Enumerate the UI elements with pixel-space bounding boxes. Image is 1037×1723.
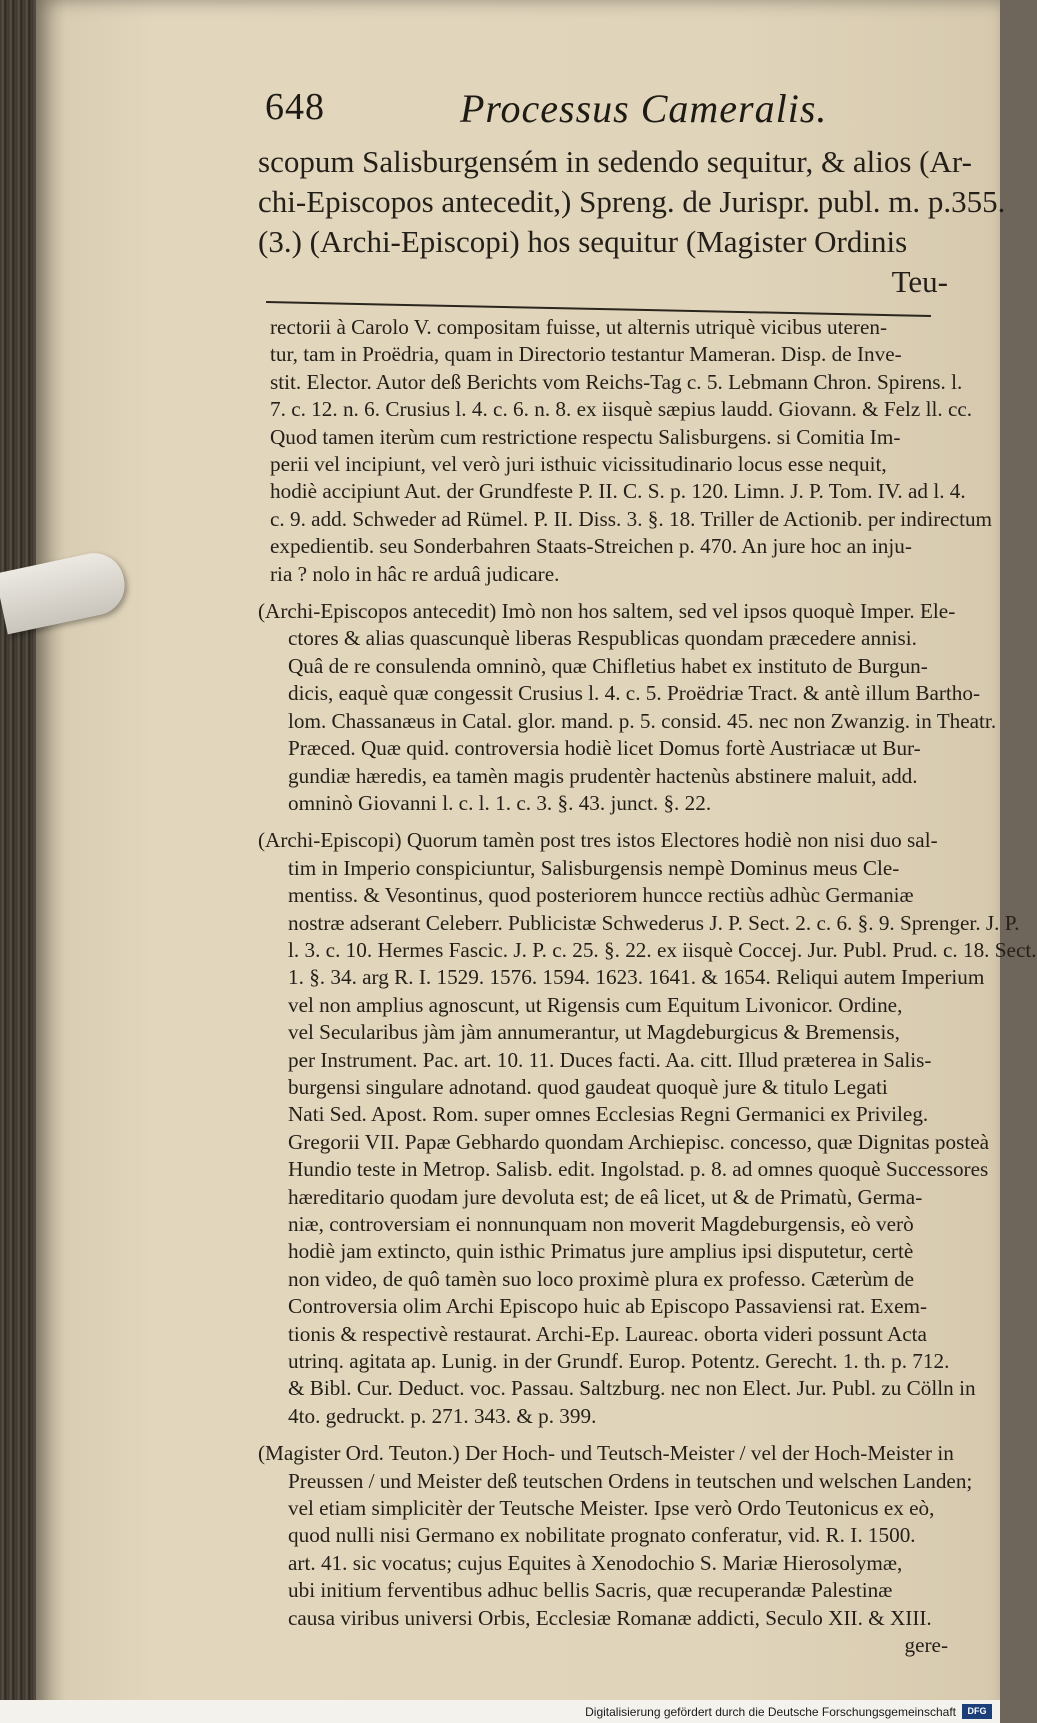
text-line: art. 41. sic vocatus; cujus Equites à Xenodochio S. Mariæ Hierosolymæ, [288, 1550, 903, 1575]
text-line: Quâ de re consulenda omninò, quæ Chifletius habet ex instituto de Burgun- [288, 653, 928, 678]
text-line: ubi initium ferventibus adhuc bellis Sacris, quæ recuperandæ Palestinæ [288, 1578, 893, 1603]
text-line: causa viribus universi Orbis, Ecclesiæ Romanæ addicti, Seculo XII. & XIII. [288, 1605, 932, 1630]
text-line: vel Secularibus jàm jàm annumerantur, ut Magdeburgicus & Bremensis, [288, 1020, 900, 1045]
text-line: l. 3. c. 10. Hermes Fascic. J. P. c. 25. §. 22. ex iisquè Coccej. Jur. Publ. Prud. c. 18. Sect. [288, 937, 1037, 962]
text-line: Preussen / und Meister deß teutschen Ordens in teutschen und welschen Landen; [288, 1468, 973, 1493]
text-line: mentiss. & Vesontinus, quod posteriorem huncce rectiùs adhùc Germaniæ [288, 883, 914, 908]
text-line: Hundio teste in Metrop. Salisb. edit. Ingolstad. p. 8. ad omnes quoquè Successores [288, 1157, 989, 1182]
commentary-paragraph [258, 314, 993, 588]
text-block [258, 142, 1037, 1660]
text-line: lom. Chassanæus in Catal. glor. mand. p. 5. consid. 45. nec non Zwanzig. in Theatr. [288, 708, 997, 733]
footer-credit: Digitalisierung gefördert durch die Deutsche Forschungsgemeinschaft [585, 1705, 956, 1719]
text-line: Controversia olim Archi Episcopo huic ab Episcopo Passaviensi rat. Exem- [288, 1294, 928, 1319]
text-line: per Instrument. Pac. art. 10. 11. Duces facti. Aa. citt. Illud præterea in Salis- [288, 1047, 932, 1072]
text-line: non video, de quô tamèn suo loco proximè plura ex professo. Cæterùm de [288, 1266, 915, 1291]
text-line: hodiè accipiunt Aut. der Grundfeste P. II. C. S. p. 120. Limn. J. P. Tom. IV. ad l. 4. [270, 479, 966, 504]
text-line: niæ, controversiam ei nonnunquam non moverit Magdeburgensis, eò verò [288, 1212, 914, 1236]
text-line: rectorii à Carolo V. compositam fuisse, ut alternis utriquè vicibus uteren- [270, 315, 888, 339]
catchword-line: gere- [904, 1633, 948, 1658]
text-line: 4to. gedruckt. p. 271. 343. & p. 399. [288, 1403, 597, 1428]
text-line: stit. Elector. Autor deß Berichts vom Reichs-Tag c. 5. Lebmann Chron. Spirens. l. [270, 369, 963, 394]
text-line: tim in Imperio conspiciuntur, Salisburgensis nempè Dominus meus Cle- [288, 855, 900, 880]
text-line: Præced. Quæ quid. controversia hodiè licet Domus fortè Austriacæ ut Bur- [288, 736, 921, 761]
page-number: 648 [265, 86, 325, 128]
text-line: ctores & alias quascunquè liberas Respublicas quondam præcedere annisi. [288, 626, 917, 651]
running-head: Processus Cameralis. [460, 86, 828, 131]
text-line: Quod tamen iterùm cum restrictione respectu Salisburgens. si Comitia Im- [270, 424, 901, 449]
text-line: (Magister Ord. Teuton.) Der Hoch- und Teutsch-Meister / vel der Hoch-Meister in [258, 1441, 954, 1466]
page-header [265, 85, 965, 145]
commentary-paragraph [258, 1440, 973, 1659]
text-line: utrinq. agitata ap. Lunig. in der Grundf. Europ. Potentz. Gerecht. 1. th. p. 712. [288, 1349, 950, 1374]
text-line: 7. c. 12. n. 6. Crusius l. 4. c. 6. n. 8. ex iisquè sæpius laudd. Giovann. & Felz ll. cc. [270, 397, 973, 422]
text-line: scopum Salisburgensém in sedendo sequitur, & alios (Ar- [258, 144, 972, 179]
catchword-line: Teu- [891, 264, 948, 299]
text-line: perii vel incipiunt, vel verò juri isthuic vicissitudinario locus esse nequit, [270, 452, 887, 477]
text-line: ria ? nolo in hâc re arduâ judicare. [270, 561, 560, 586]
text-line: c. 9. add. Schweder ad Rümel. P. II. Diss. 3. §. 18. Triller de Actionib. per indirectum [270, 506, 993, 531]
text-line: Gregorii VII. Papæ Gebhardo quondam Archiepisc. concesso, quæ Dignitas posteà [288, 1129, 990, 1154]
text-line: nostræ adserant Celeberr. Publicistæ Schwederus J. P. Sect. 2. c. 6. §. 9. Sprenger. J. P. [288, 910, 1020, 935]
text-line: hæreditario quodam jure devoluta est; de eâ licet, ut & de Primatù, Germa- [288, 1184, 923, 1209]
dfg-logo: DFG [962, 1704, 992, 1719]
text-line: omninò Giovanni l. c. l. 1. c. 3. §. 43. junct. §. 22. [288, 790, 712, 815]
text-line: & Bibl. Cur. Deduct. voc. Passau. Saltzburg. nec non Elect. Jur. Publ. zu Cölln in [288, 1376, 976, 1401]
text-line: Nati Sed. Apost. Rom. super omnes Ecclesias Regni Germanici ex Privileg. [288, 1102, 929, 1127]
text-line: tur, tam in Proëdria, quam in Directorio testantur Mameran. Disp. de Inve- [270, 342, 902, 367]
text-line: vel etiam simplicitèr der Teutsche Meister. Ipse verò Ordo Teutonicus ex eò, [288, 1496, 935, 1521]
text-line: (3.) (Archi-Episcopi) hos sequitur (Magister Ordinis [258, 224, 908, 259]
text-line: (Archi-Episcopi) Quorum tamèn post tres istos Electores hodiè non nisi duo sal- [258, 828, 938, 853]
text-line: (Archi-Episcopos antecedit) Imò non hos saltem, sed vel ipsos quoquè Imper. Ele- [258, 599, 956, 624]
text-line: gundiæ hæredis, ea tamèn magis prudentèr hactenùs abstinere maluit, add. [288, 763, 918, 788]
commentary-paragraph [258, 598, 997, 817]
digitization-footer [0, 1700, 1000, 1723]
text-line: burgensi singulare adnotand. quod gaudeat quoquè jure & titulo Legati [288, 1074, 888, 1099]
commentary-paragraph [258, 827, 1037, 1430]
text-line: chi-Episcopos antecedit,) Spreng. de Jurispr. publ. m. p.355. [258, 184, 1006, 219]
text-line: expedientib. seu Sonderbahren Staats-Streichen p. 470. An jure hoc an inju- [270, 534, 912, 559]
text-line: 1. §. 34. arg R. I. 1529. 1576. 1594. 1623. 1641. & 1654. Reliqui autem Imperium [288, 965, 985, 990]
text-line: vel non amplius agnoscunt, ut Rigensis cum Equitum Livonicor. Ordine, [288, 992, 903, 1017]
text-line: hodiè jam extincto, quin isthic Primatus jure amplius ipsi disputetur, certè [288, 1239, 914, 1264]
text-line: tionis & respectivè restaurat. Archi-Ep. Laureac. oborta videri possunt Acta [288, 1321, 927, 1346]
text-line: dicis, eaquè quæ congessit Crusius l. 4. c. 5. Proëdriæ Tract. & antè illum Bartho- [288, 681, 981, 706]
text-line: quod nulli nisi Germano ex nobilitate prognato conferatur, vid. R. I. 1500. [288, 1523, 916, 1548]
